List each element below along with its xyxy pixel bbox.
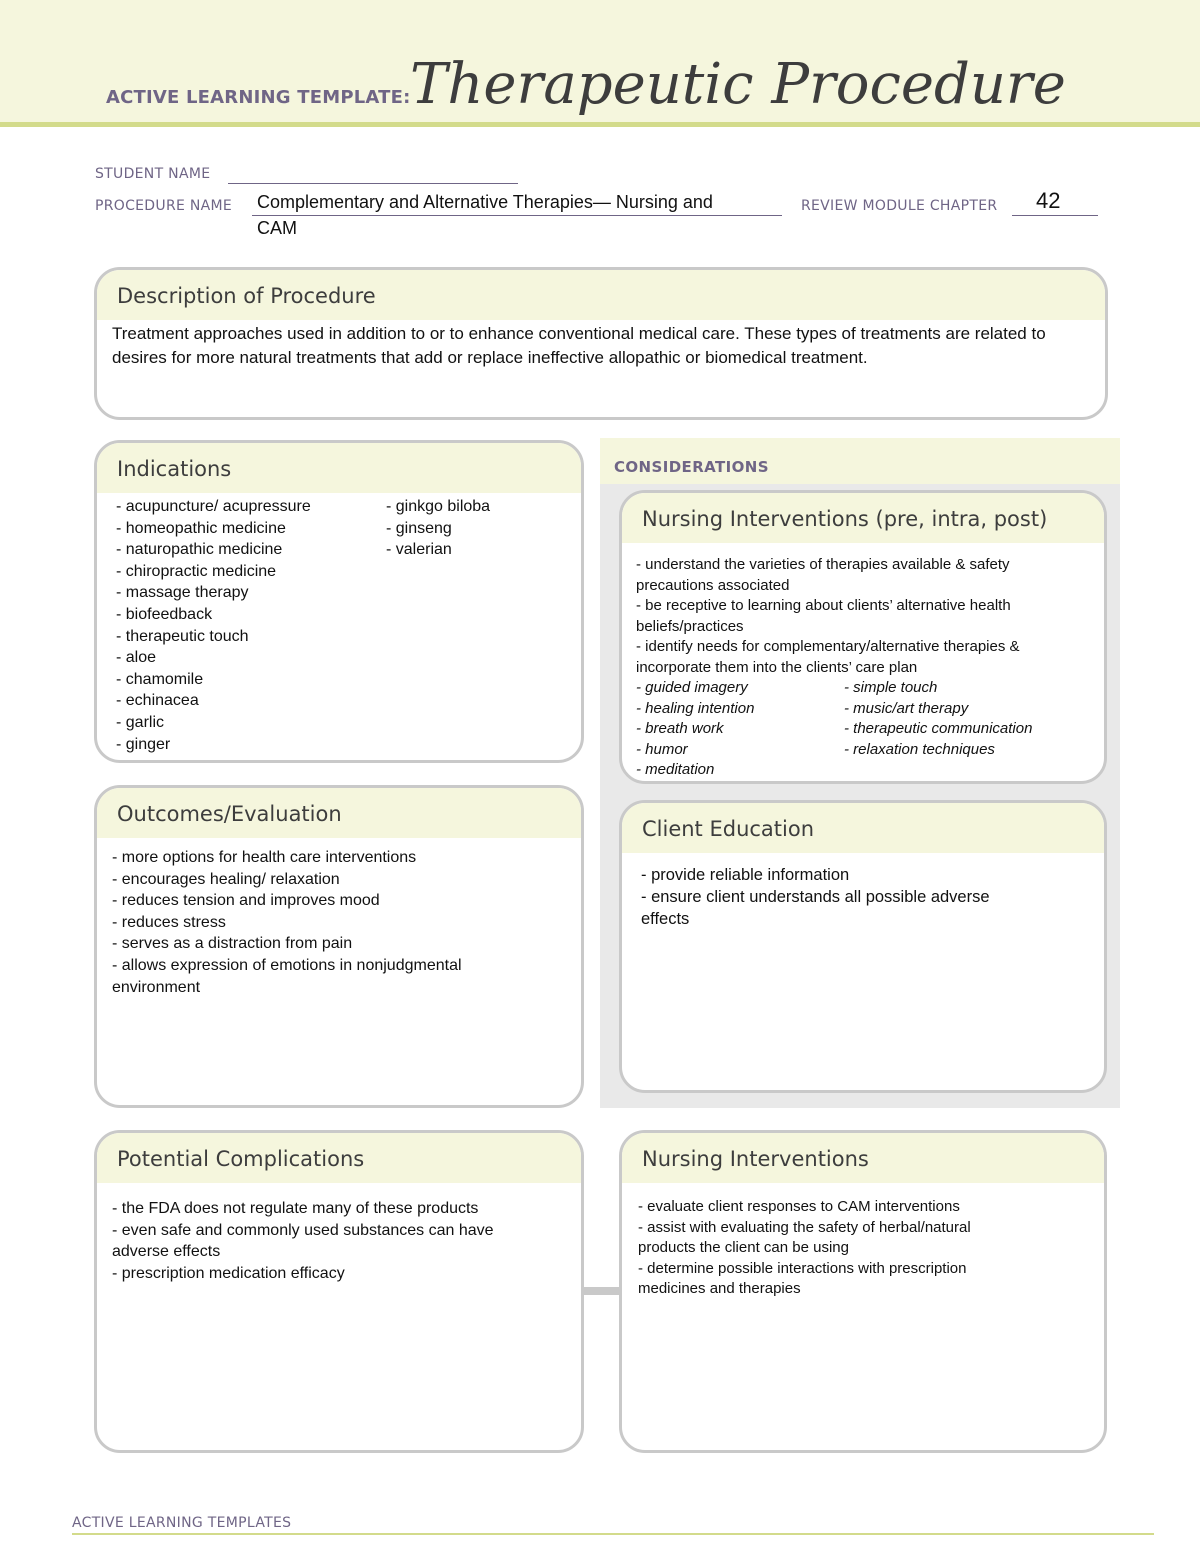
footer-label: ACTIVE LEARNING TEMPLATES [72, 1515, 292, 1531]
header-rule [0, 122, 1200, 127]
list-item: - serves as a distraction from pain [112, 935, 353, 953]
box-connector [584, 1287, 620, 1295]
list-item: - homeopathic medicine [116, 519, 286, 537]
list-item: - chamomile [116, 670, 204, 688]
indications-list-col1 [116, 496, 311, 755]
outcomes-list [112, 847, 462, 998]
nursing-pre-lines [636, 555, 1020, 678]
description-header [97, 270, 1105, 320]
list-item: - ginseng [386, 519, 452, 537]
text-line: - identify needs for complementary/alternative therapies & [636, 638, 1020, 655]
complications-lines [112, 1198, 494, 1284]
review-module-field[interactable] [1012, 215, 1098, 216]
text-line: - ensure client understands all possible adverse [641, 888, 990, 906]
text-line: - determine possible interactions with prescription [638, 1259, 967, 1277]
student-name-field[interactable] [228, 183, 518, 184]
outcomes-title: Outcomes/Evaluation [117, 802, 342, 826]
complications-header [97, 1133, 581, 1183]
client-education-header [622, 803, 1104, 853]
text-line: - provide reliable information [641, 866, 850, 884]
list-item: - chiropractic medicine [116, 562, 277, 580]
template-label: ACTIVE LEARNING TEMPLATE: [106, 87, 411, 108]
list-item: - biofeedback [116, 605, 213, 623]
text-line: adverse effects [112, 1243, 221, 1261]
client-education-title: Client Education [642, 817, 815, 841]
list-item: - music/art therapy [844, 699, 969, 717]
list-item: - aloe [116, 649, 157, 667]
client-education-lines [641, 864, 990, 930]
list-item: - relaxation techniques [844, 740, 995, 758]
nursing-pre-list-col1 [636, 678, 754, 781]
page-title: Therapeutic Procedure [410, 52, 1066, 117]
text-line: - the FDA does not regulate many of these products [112, 1200, 479, 1217]
list-item: - naturopathic medicine [116, 541, 283, 559]
outcomes-header [97, 788, 581, 838]
interventions-title: Nursing Interventions [642, 1147, 869, 1171]
nursing-pre-header [622, 493, 1104, 543]
list-item: - massage therapy [116, 584, 249, 602]
indications-title: Indications [117, 457, 232, 481]
text-line: - understand the varieties of therapies available & safety [636, 556, 1010, 573]
text-line: - assist with evaluating the safety of herbal/natural [638, 1218, 971, 1236]
text-line: beliefs/practices [636, 617, 744, 635]
list-item: - breath work [636, 720, 724, 737]
considerations-label: CONSIDERATIONS [614, 458, 769, 476]
list-item: - guided imagery [636, 679, 748, 696]
procedure-name-line2: CAM [257, 218, 297, 238]
list-item: environment [112, 978, 201, 996]
indications-header [97, 443, 581, 493]
list-item: - ginger [116, 735, 171, 753]
nursing-pre-title: Nursing Interventions (pre, intra, post) [642, 507, 1048, 531]
review-module-value: 42 [1036, 188, 1061, 213]
text-line: - be receptive to learning about clients’ alternative health [636, 597, 1011, 614]
text-line: effects [641, 910, 690, 928]
list-item: - valerian [386, 541, 452, 559]
complications-box [94, 1130, 584, 1453]
list-item: - garlic [116, 713, 165, 731]
client-education-box [619, 800, 1107, 1093]
interventions-lines [638, 1197, 971, 1300]
description-text: Treatment approaches used in addition to or to enhance conventional medical care. These types of treatments are related to desires for more natural treatments that add or replace ineffective allopathic or biomedical treatment. [112, 324, 1046, 367]
procedure-name-field[interactable] [252, 215, 782, 216]
indications-list-col2 [386, 496, 490, 561]
list-item: - allows expression of emotions in nonjudgmental [112, 956, 462, 974]
interventions-header [622, 1133, 1104, 1183]
text-line: - even safe and commonly used substances can have [112, 1221, 494, 1239]
list-item: - acupuncture/ acupressure [116, 498, 311, 515]
list-item: - humor [636, 740, 688, 758]
text-line: medicines and therapies [638, 1280, 801, 1297]
student-name-label: STUDENT NAME [95, 166, 211, 182]
text-line: products the client can be using [638, 1239, 849, 1256]
list-item: - reduces stress [112, 913, 226, 931]
list-item: - meditation [636, 761, 715, 778]
list-item: - ginkgo biloba [386, 498, 491, 515]
list-item: - therapeutic communication [844, 720, 1033, 737]
list-item: - echinacea [116, 692, 199, 710]
list-item: - therapeutic touch [116, 627, 249, 645]
review-module-label: REVIEW MODULE CHAPTER [801, 198, 998, 214]
complications-title: Potential Complications [117, 1147, 365, 1171]
footer-rule [72, 1533, 1154, 1535]
list-item: - healing intention [636, 699, 755, 717]
list-item: - simple touch [844, 679, 938, 696]
procedure-name-line1: Complementary and Alternative Therapies— Nursing and [257, 192, 713, 212]
list-item: - more options for health care interventions [112, 849, 417, 866]
description-title: Description of Procedure [117, 284, 376, 308]
text-line: incorporate them into the clients’ care plan [636, 658, 918, 676]
nursing-pre-list-col2 [844, 678, 1032, 760]
procedure-name-label: PROCEDURE NAME [95, 198, 233, 214]
list-item: - encourages healing/ relaxation [112, 870, 340, 888]
text-line: - prescription medication efficacy [112, 1264, 345, 1282]
text-line: - evaluate client responses to CAM interventions [638, 1198, 960, 1215]
list-item: - reduces tension and improves mood [112, 892, 380, 910]
text-line: precautions associated [636, 576, 790, 594]
